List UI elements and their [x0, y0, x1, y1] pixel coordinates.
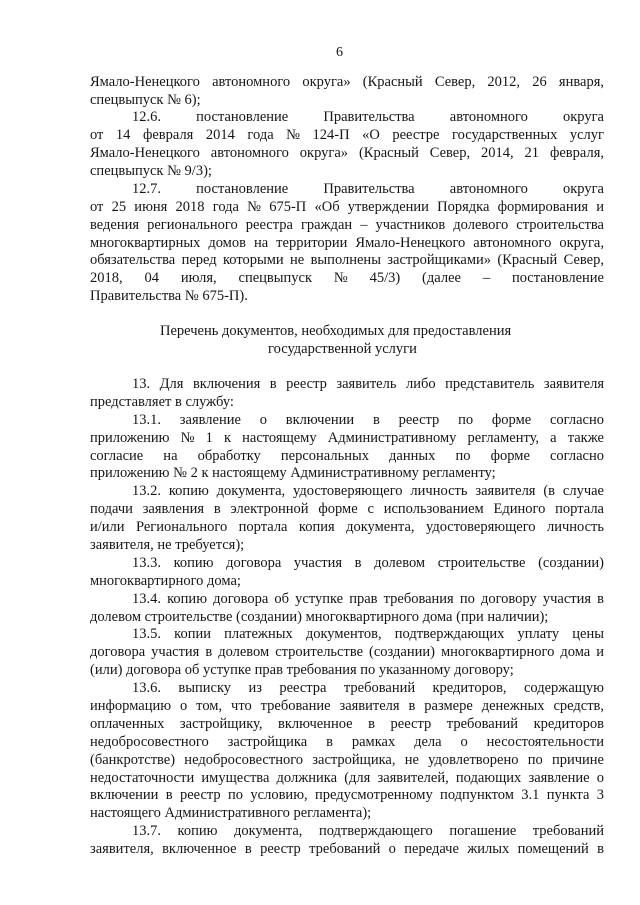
text-line: Ямало-Ненецкого автономного округа» (Красный Север, 2014, 21 февраля,	[90, 145, 604, 161]
text-line: Ямало-Ненецкого автономного округа» (Красный Север, 2012, 26 января,	[90, 74, 604, 90]
text-line: 13.2. копию документа, удостоверяющего личность заявителя (в случае	[132, 483, 604, 499]
text-line: 13.1. заявление о включении в реестр по форме согласно	[132, 412, 604, 428]
text-line: недостаточности имущества должника (для заявителей, подающих заявление о	[90, 770, 604, 786]
text-line: договора участия в долевом строительстве (создании) многоквартирного дома и	[90, 644, 604, 660]
text-line: согласие на обработку персональных данных по форме согласно	[90, 448, 604, 464]
text-line: долевом строительстве (создании) многоквартирного дома (при наличии);	[90, 609, 549, 625]
text-line: 12.6. постановление Правительства автономного округа	[132, 109, 604, 125]
text-line: включении в реестр по условию, предусмотренному подпунктом 3.1 пункта 3	[90, 787, 604, 803]
text-line: 13.3. копию договора участия в долевом строительстве (создании)	[132, 555, 604, 571]
text-line: от 25 июня 2018 года № 675-П «Об утверждении Порядка формирования и	[90, 199, 604, 215]
text-line: многоквартирного дома;	[90, 573, 241, 589]
text-line: и/или Регионального портала копия документа, удостоверяющего личность	[90, 519, 604, 535]
text-line: приложению № 1 к настоящему Административному регламенту, а также	[90, 430, 604, 446]
text-line: 13.4. копию договора об уступке прав требования по договору участия в	[132, 591, 604, 607]
page-number: 6	[336, 45, 343, 60]
text-line: заявителя, включенное в реестр требований о передаче жилых помещений в	[90, 841, 604, 857]
text-line: представляет в службу:	[90, 394, 234, 410]
text-line: 13.6. выписку из реестра требований кредиторов, содержащую	[132, 680, 604, 696]
text-line: подачи заявления в электронной форме с использованием Единого портала	[90, 501, 604, 517]
text-line: настоящего Административного регламента);	[90, 805, 372, 821]
text-line: 13.5. копии платежных документов, подтверждающих уплату цены	[132, 626, 604, 642]
text-line: спецвыпуск № 9/3);	[90, 163, 212, 179]
text-line: оплаченных застройщику, включенное в реестр требований кредиторов	[90, 716, 604, 732]
text-line: государственной услуги	[268, 341, 417, 357]
text-line: (или) договора об уступке прав требования по указанному договору;	[90, 662, 514, 678]
text-line: (банкротстве) недобросовестного застройщика, не удовлетворено по причине	[90, 752, 604, 768]
text-line: приложению № 2 к настоящему Административному регламенту;	[90, 465, 496, 481]
text-line: недобросовестного застройщика в рамках дела о несостоятельности	[90, 734, 604, 750]
text-line: ведения регионального реестра граждан – участников долевого строительства	[90, 217, 604, 233]
text-line: спецвыпуск № 6);	[90, 92, 201, 108]
text-line: Правительства № 675-П).	[90, 288, 248, 304]
text-line: заявителя, не требуется);	[90, 537, 245, 553]
text-line: 13. Для включения в реестр заявитель либо представитель заявителя	[132, 376, 604, 392]
text-line: 2018, 04 июля, спецвыпуск № 45/3) (далее – постановление	[90, 270, 604, 286]
text-line: информацию о том, что требование заявителя в размере денежных средств,	[90, 698, 604, 714]
text-line: обязательства перед которыми не выполнены застройщиками» (Красный Север,	[90, 252, 604, 268]
text-line: Перечень документов, необходимых для предоставления	[160, 323, 512, 339]
text-line: 12.7. постановление Правительства автономного округа	[132, 181, 604, 197]
text-line: многоквартирных домов на территории Ямало-Ненецкого автономного округа,	[90, 235, 604, 251]
text-line: от 14 февраля 2014 года № 124-П «О реестре государственных услуг	[90, 127, 604, 143]
text-line: 13.7. копию документа, подтверждающего погашение требований	[132, 823, 604, 839]
